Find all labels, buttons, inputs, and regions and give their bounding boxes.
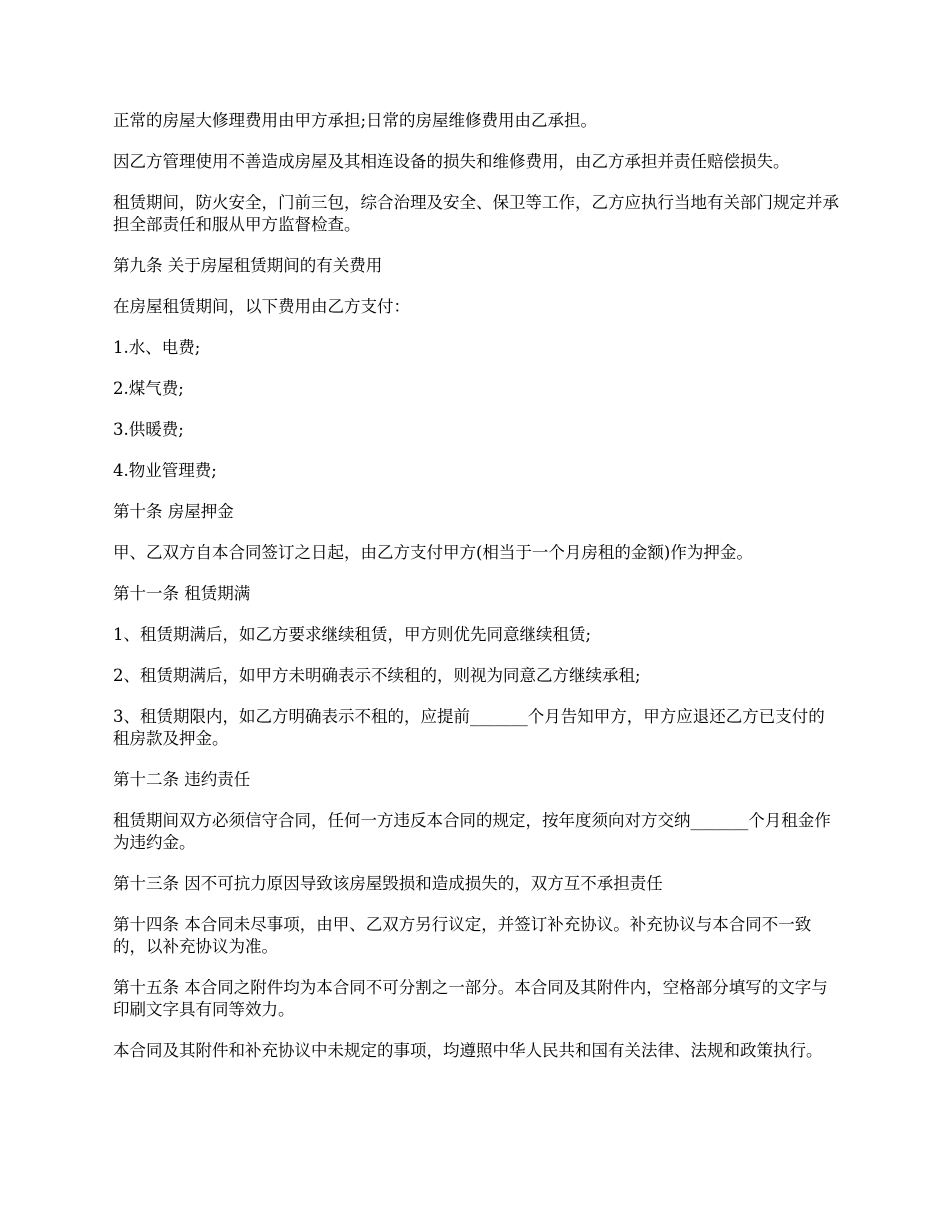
list-item-gas: 2.煤气费; (113, 379, 184, 398)
heading-article-10: 第十条 房屋押金 (113, 502, 234, 521)
paragraph-implied-renewal: 2、租赁期满后，如甲方未明确表示不续租的，则视为同意乙方继续承租; (113, 666, 641, 685)
heading-article-12: 第十二条 违约责任 (113, 770, 251, 789)
list-item-heating: 3.供暖费; (113, 420, 184, 439)
paragraph-fire-safety: 租赁期间，防火安全，门前三包，综合治理及安全、保卫等工作，乙方应执行当地有关部门规定并承担全部责任和服从甲方监督检查。 (113, 193, 839, 234)
paragraph-repair-costs: 正常的房屋大修理费用由甲方承担;日常的房屋维修费用由乙承担。 (113, 111, 598, 130)
heading-article-11: 第十一条 租赁期满 (113, 584, 251, 603)
heading-article-13: 第十三条 因不可抗力原因导致该房屋毁损和造成损失的，双方互不承担责任 (113, 874, 663, 893)
list-item-property-management: 4.物业管理费; (113, 461, 217, 480)
paragraph-governing-law: 本合同及其附件和补充协议中未规定的事项，均遵照中华人民共和国有关法律、法规和政策执行。 (113, 1041, 823, 1060)
heading-article-14: 第十四条 本合同未尽事项，由甲、乙双方另行议定，并签订补充协议。补充协议与本合同不一致的，以补充协议为准。 (113, 915, 812, 956)
heading-article-9: 第九条 关于房屋租赁期间的有关费用 (113, 256, 383, 275)
paragraph-deposit: 甲、乙双方自本合同签订之日起，由乙方支付甲方(相当于一个月房租的金额)作为押金。 (113, 543, 753, 562)
paragraph-early-termination: 3、租赁期限内，如乙方明确表示不租的，应提前_______个月告知甲方，甲方应退还乙方已支付的租房款及押金。 (113, 707, 825, 748)
paragraph-damage-liability: 因乙方管理使用不善造成房屋及其相连设备的损失和维修费用，由乙方承担并责任赔偿损失。 (113, 152, 790, 171)
paragraph-breach-penalty: 租赁期间双方必须信守合同，任何一方违反本合同的规定，按年度须向对方交纳_______个月租金作为违约金。 (113, 811, 831, 852)
document-body (113, 110, 840, 1081)
paragraph-renewal-priority: 1、租赁期满后，如乙方要求继续租赁，甲方则优先同意继续租赁; (113, 625, 592, 644)
paragraph-fees-intro: 在房屋租赁期间，以下费用由乙方支付： (113, 297, 410, 316)
list-item-utilities: 1.水、电费; (113, 338, 201, 357)
heading-article-15: 第十五条 本合同之附件均为本合同不可分割之一部分。本合同及其附件内，空格部分填写的文字与印刷文字具有同等效力。 (113, 978, 828, 1019)
